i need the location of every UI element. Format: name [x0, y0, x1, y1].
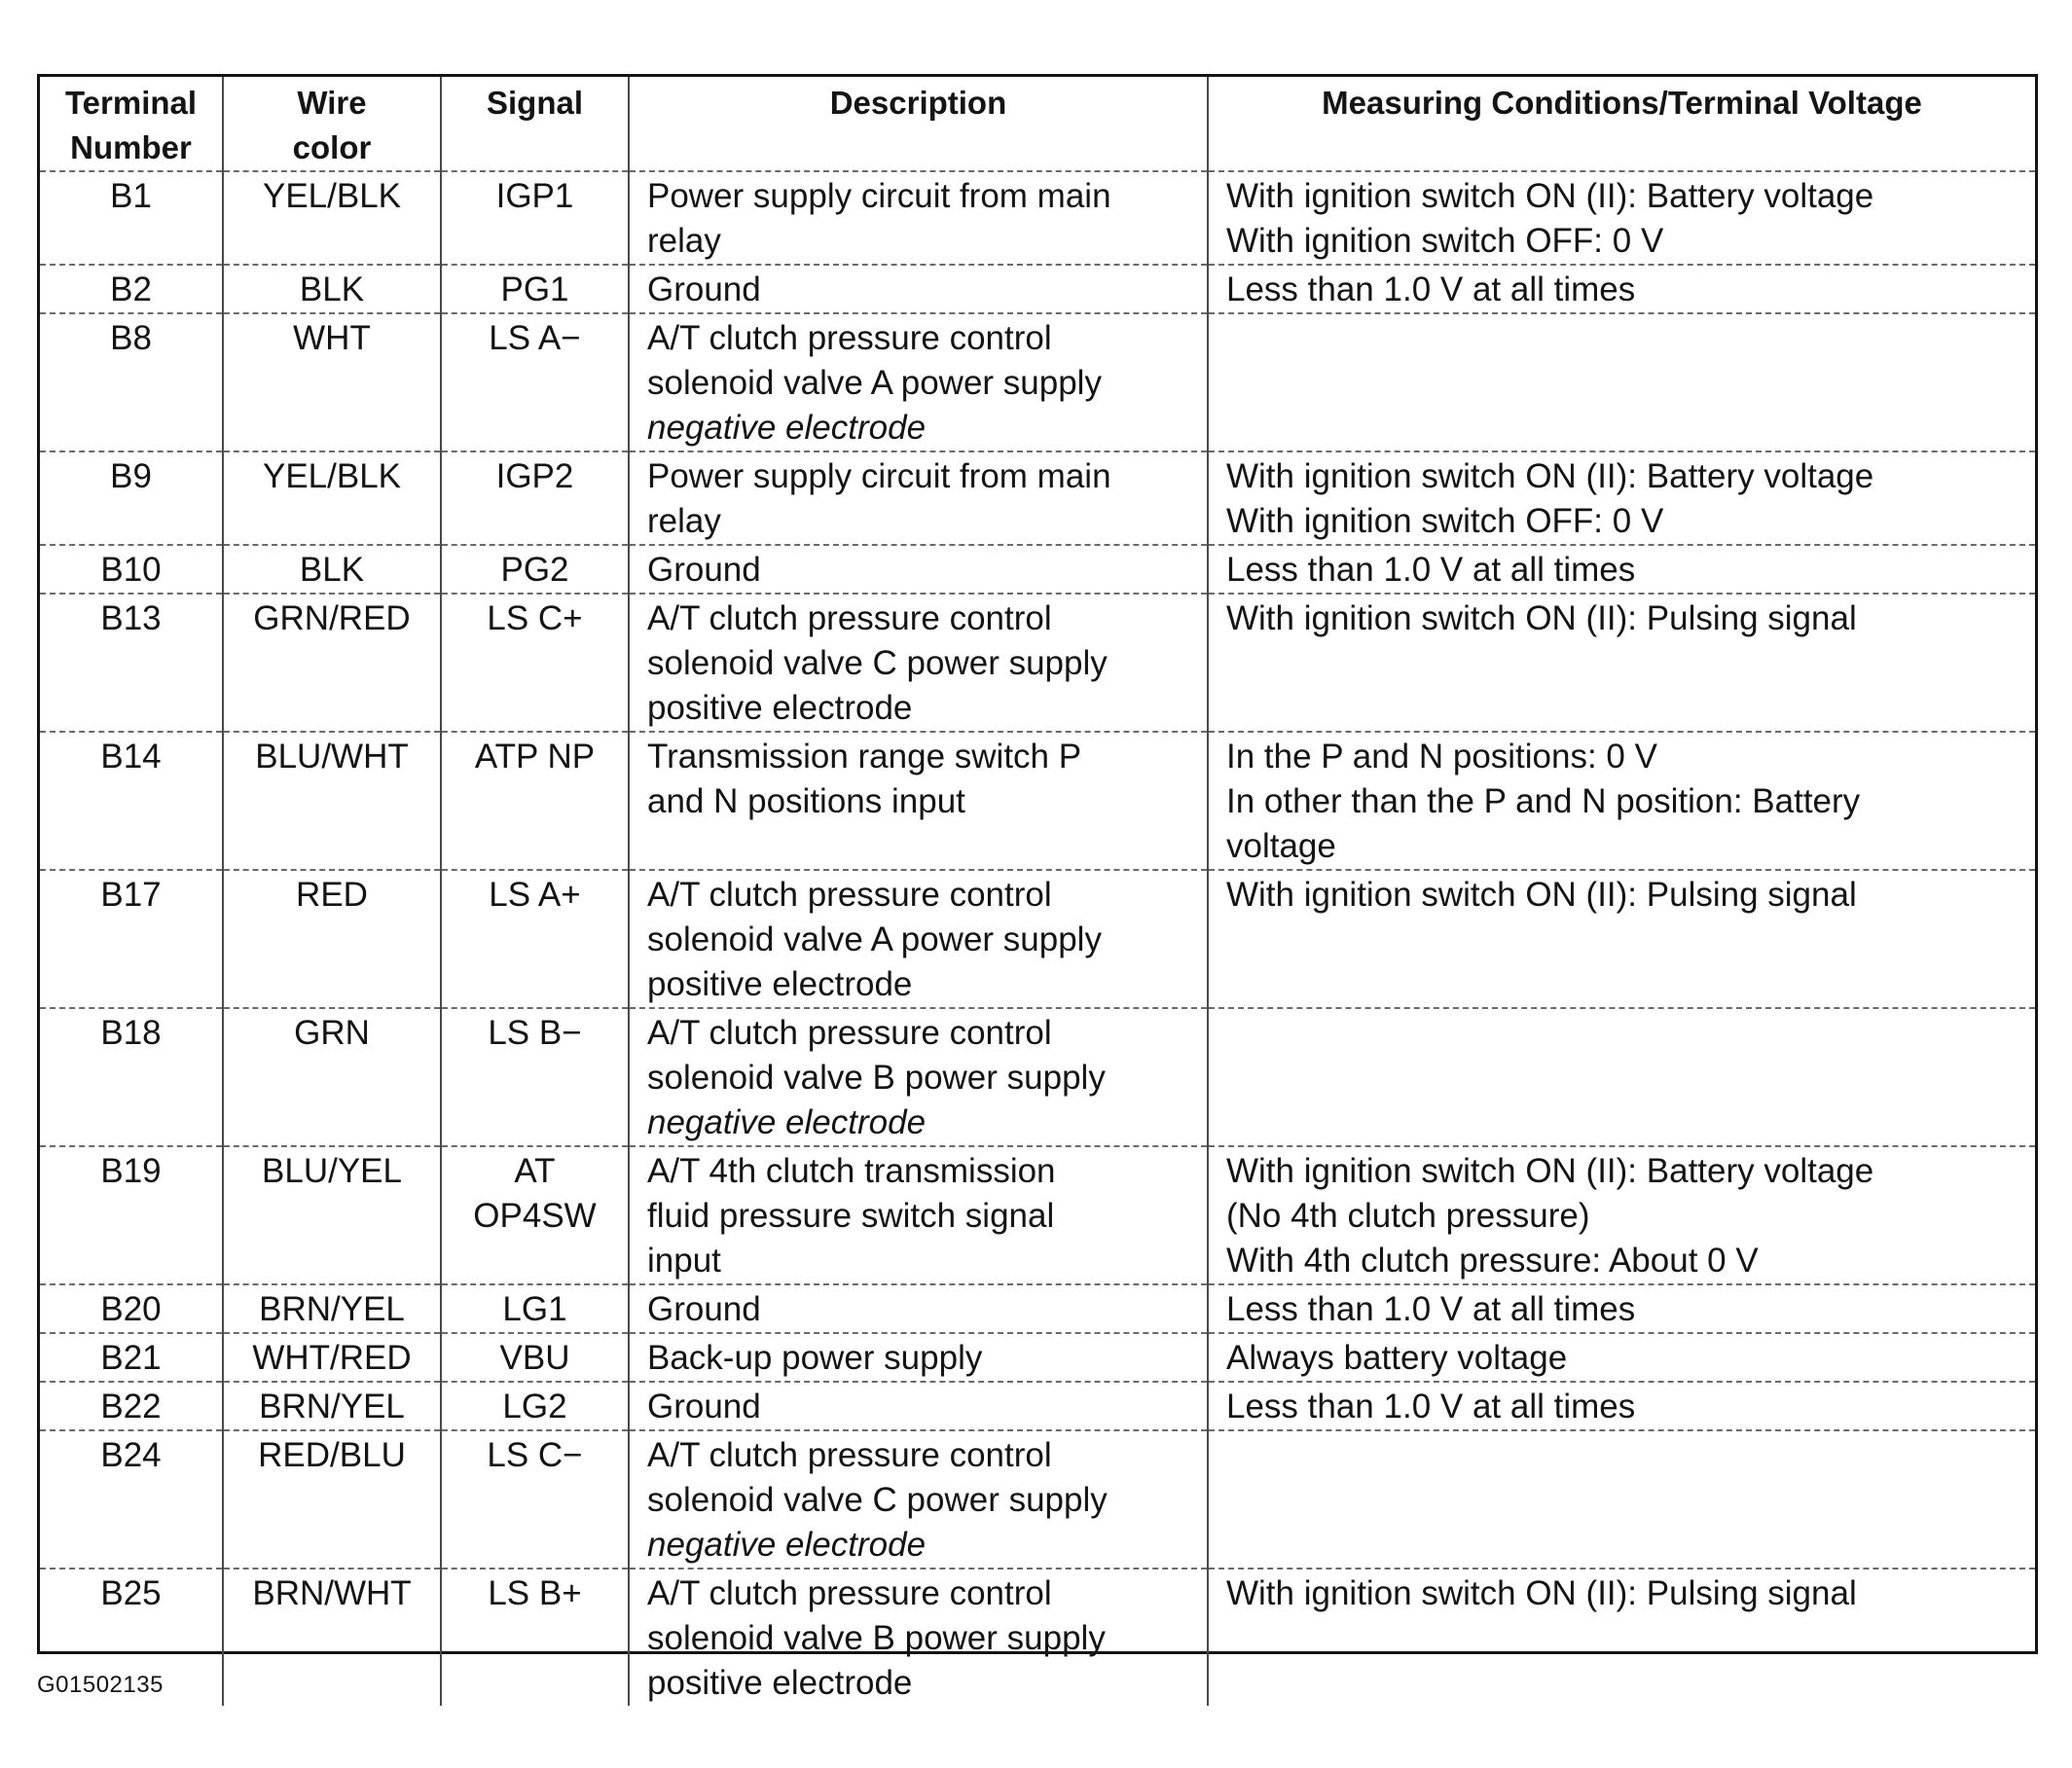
wire-color-cell: WHT/RED — [223, 1333, 441, 1382]
signal-cell — [441, 594, 629, 732]
description-cell — [629, 451, 1208, 545]
description-cell — [629, 545, 1208, 594]
table-row — [40, 732, 2035, 870]
terminal-number-cell: B25 — [100, 1574, 162, 1612]
terminal-number-cell: B9 — [40, 451, 223, 545]
cell-text-line: Less than 1.0 V at all times — [1226, 551, 1636, 589]
cell-text-line: voltage — [1226, 827, 1336, 865]
cell-text-line: VBU — [499, 1339, 570, 1377]
cell-text-line: ATP NP — [474, 738, 596, 776]
cell-text-line: Ground — [647, 1290, 761, 1328]
description-cell — [629, 1284, 1208, 1333]
cell-text-line: input — [647, 1242, 721, 1280]
figure-id: G01502135 — [37, 1672, 164, 1698]
conditions-cell — [1208, 451, 2035, 545]
cell-text-line: With ignition switch ON (II): Pulsing signal — [1226, 1574, 1857, 1612]
wire-color-cell: GRN/RED — [223, 594, 441, 732]
signal-cell — [441, 1569, 629, 1706]
cell-text-line: relay — [647, 222, 721, 260]
cell-text-line: PG2 — [500, 551, 569, 589]
cell-text-line: solenoid valve A power supply — [647, 364, 1102, 402]
cell-text-line: A/T clutch pressure control — [647, 1014, 1052, 1052]
cell-text-line: LS A+ — [489, 876, 581, 914]
cell-text-line: PG1 — [500, 271, 569, 308]
cell-text-line: With ignition switch ON (II): Pulsing signal — [1226, 876, 1857, 914]
cell-text-line: A/T 4th clutch transmission — [647, 1152, 1056, 1190]
cell-text-line: AT — [514, 1152, 556, 1190]
table-row — [40, 1008, 2035, 1146]
conditions-cell — [1208, 171, 2035, 265]
wire-color-cell: YEL/BLK — [223, 451, 441, 545]
conditions-cell — [1208, 313, 2035, 451]
cell-text-line: positive electrode — [647, 689, 913, 727]
cell-text-line: LS A− — [489, 319, 581, 357]
signal-cell — [441, 1333, 629, 1382]
conditions-cell — [1208, 545, 2035, 594]
terminal-number-cell: B21 — [40, 1333, 223, 1382]
cell-text-line: A/T clutch pressure control — [647, 319, 1052, 357]
terminal-number-cell: B24 — [40, 1430, 223, 1569]
signal-cell — [441, 1430, 629, 1569]
terminal-number-cell: B18 — [40, 1008, 223, 1146]
table-row — [40, 1569, 2035, 1706]
cell-text-line: A/T clutch pressure control — [647, 599, 1052, 637]
terminal-number-cell: B20 — [40, 1284, 223, 1333]
conditions-cell — [1208, 1284, 2035, 1333]
wire-color-cell: WHT — [223, 313, 441, 451]
description-cell — [629, 313, 1208, 451]
conditions-cell — [1208, 732, 2035, 870]
description-cell — [629, 171, 1208, 265]
cell-text-line: negative electrode — [647, 409, 927, 447]
table-row — [40, 1382, 2035, 1430]
conditions-cell — [1208, 265, 2035, 313]
cell-text-line: fluid pressure switch signal — [647, 1197, 1055, 1235]
cell-text-line: With ignition switch ON (II): Pulsing signal — [1226, 599, 1857, 637]
terminal-number-cell: B10 — [40, 545, 223, 594]
wire-color-cell: GRN — [223, 1008, 441, 1146]
description-cell — [629, 594, 1208, 732]
description-cell — [629, 1008, 1208, 1146]
wire-color-cell: BLK — [223, 265, 441, 313]
cell-text-line: Power supply circuit from main — [647, 177, 1111, 215]
cell-text-line: LS B+ — [488, 1574, 582, 1612]
table-row — [40, 1430, 2035, 1569]
table-body — [40, 171, 2035, 1706]
cell-text-line: negative electrode — [647, 1526, 927, 1564]
cell-text-line: With ignition switch OFF: 0 V — [1226, 222, 1664, 260]
cell-text-line: solenoid valve C power supply — [647, 1481, 1108, 1519]
signal-cell — [441, 1382, 629, 1430]
terminal-number-cell: B1 — [40, 171, 223, 265]
wire-color-cell: BLU/YEL — [223, 1146, 441, 1284]
signal-cell — [441, 732, 629, 870]
cell-text-line: Ground — [647, 1388, 761, 1425]
description-cell — [629, 1382, 1208, 1430]
signal-cell — [441, 870, 629, 1008]
description-cell — [629, 1430, 1208, 1569]
signal-cell — [441, 313, 629, 451]
terminal-number-cell: B14 — [40, 732, 223, 870]
conditions-cell — [1208, 1146, 2035, 1284]
cell-text-line: negative electrode — [647, 1103, 927, 1141]
terminal-number-cell: B22 — [40, 1382, 223, 1430]
cell-text-line: LG1 — [502, 1290, 567, 1328]
table-row — [40, 1333, 2035, 1382]
description-cell — [629, 732, 1208, 870]
table-row — [40, 870, 2035, 1008]
cell-text-line: A/T clutch pressure control — [647, 1574, 1052, 1612]
cell-text-line: In the P and N positions: 0 V — [1226, 738, 1657, 776]
wire-color-cell: BRN/YEL — [223, 1382, 441, 1430]
wire-color-cell: BLK — [223, 545, 441, 594]
description-cell — [629, 1569, 1208, 1706]
header-terminal-number: Terminal Number — [40, 77, 223, 171]
signal-cell — [441, 265, 629, 313]
cell-text-line: With ignition switch ON (II): Battery voltage — [1226, 457, 1874, 495]
wire-color-cell: RED/BLU — [223, 1430, 441, 1569]
description-cell — [629, 265, 1208, 313]
cell-text-line: Ground — [647, 551, 761, 589]
description-cell — [629, 870, 1208, 1008]
signal-cell — [441, 171, 629, 265]
cell-text-line: relay — [647, 502, 721, 540]
header-signal: Signal — [441, 77, 629, 171]
cell-text-line: Power supply circuit from main — [647, 457, 1111, 495]
cell-text-line: solenoid valve B power supply — [647, 1059, 1106, 1097]
table-row — [40, 171, 2035, 265]
wire-color-cell: BLU/WHT — [223, 732, 441, 870]
table-row — [40, 545, 2035, 594]
cell-text-line: and N positions input — [647, 782, 965, 820]
cell-text-line: (No 4th clutch pressure) — [1226, 1197, 1590, 1235]
conditions-cell — [1208, 1569, 2035, 1706]
table-row — [40, 1284, 2035, 1333]
cell-text-line: With ignition switch OFF: 0 V — [1226, 502, 1664, 540]
wire-color-cell: BRN/YEL — [223, 1284, 441, 1333]
terminal-number-cell: B17 — [40, 870, 223, 1008]
cell-text-line: Always battery voltage — [1226, 1339, 1568, 1377]
terminal-number-cell: B8 — [40, 313, 223, 451]
cell-text-line: With 4th clutch pressure: About 0 V — [1226, 1242, 1759, 1280]
cell-text-line: With ignition switch ON (II): Battery voltage — [1226, 177, 1874, 215]
signal-cell — [441, 1284, 629, 1333]
cell-text-line: Less than 1.0 V at all times — [1226, 1388, 1636, 1425]
cell-text-line: positive electrode — [647, 1664, 913, 1702]
table-row — [40, 594, 2035, 732]
cell-text-line: OP4SW — [473, 1197, 597, 1235]
cell-text-line: Ground — [647, 271, 761, 308]
conditions-cell — [1208, 1333, 2035, 1382]
table-row — [40, 451, 2035, 545]
cell-text-line: solenoid valve C power supply — [647, 644, 1108, 682]
cell-text-line: In other than the P and N position: Battery — [1226, 782, 1861, 820]
cell-text-line: A/T clutch pressure control — [647, 876, 1052, 914]
header-measuring-conditions: Measuring Conditions/Terminal Voltage — [1208, 77, 2035, 171]
cell-text-line: With ignition switch ON (II): Battery voltage — [1226, 1152, 1874, 1190]
terminal-number-cell: B19 — [40, 1146, 223, 1284]
signal-cell — [441, 1008, 629, 1146]
table-row — [40, 1146, 2035, 1284]
header-description: Description — [629, 77, 1208, 171]
header-row — [40, 77, 2035, 171]
header-wire-color: Wire color — [223, 77, 441, 171]
cell-text-line: Less than 1.0 V at all times — [1226, 1290, 1636, 1328]
cell-text-line: A/T clutch pressure control — [647, 1436, 1052, 1474]
cell-text-line: Back-up power supply — [647, 1339, 983, 1377]
terminal-table — [40, 77, 2035, 1706]
table-row — [40, 265, 2035, 313]
cell-text-line: LS B− — [488, 1014, 582, 1052]
signal-cell — [441, 451, 629, 545]
wire-color-cell: YEL/BLK — [223, 171, 441, 265]
description-cell — [629, 1146, 1208, 1284]
wire-color-cell: BRN/WHT — [223, 1569, 441, 1706]
terminal-number-cell: B13 — [40, 594, 223, 732]
cell-text-line: solenoid valve B power supply — [647, 1619, 1106, 1657]
cell-text-line: positive electrode — [647, 965, 913, 1003]
cell-text-line: LS C− — [487, 1436, 583, 1474]
conditions-cell — [1208, 1382, 2035, 1430]
cell-text-line: IGP1 — [495, 177, 574, 215]
cell-text-line: Less than 1.0 V at all times — [1226, 271, 1636, 308]
conditions-cell — [1208, 870, 2035, 1008]
conditions-cell — [1208, 1430, 2035, 1569]
cell-text-line: LS C+ — [487, 599, 583, 637]
signal-cell — [441, 545, 629, 594]
table-row — [40, 313, 2035, 451]
cell-text-line: solenoid valve A power supply — [647, 920, 1102, 958]
cell-text-line: IGP2 — [495, 457, 574, 495]
conditions-cell — [1208, 1008, 2035, 1146]
description-cell — [629, 1333, 1208, 1382]
terminal-number-cell: B2 — [40, 265, 223, 313]
wire-color-cell: RED — [223, 870, 441, 1008]
signal-cell — [441, 1146, 629, 1284]
cell-text-line: LG2 — [502, 1388, 567, 1425]
cell-text-line: Transmission range switch P — [647, 738, 1082, 776]
conditions-cell — [1208, 594, 2035, 732]
